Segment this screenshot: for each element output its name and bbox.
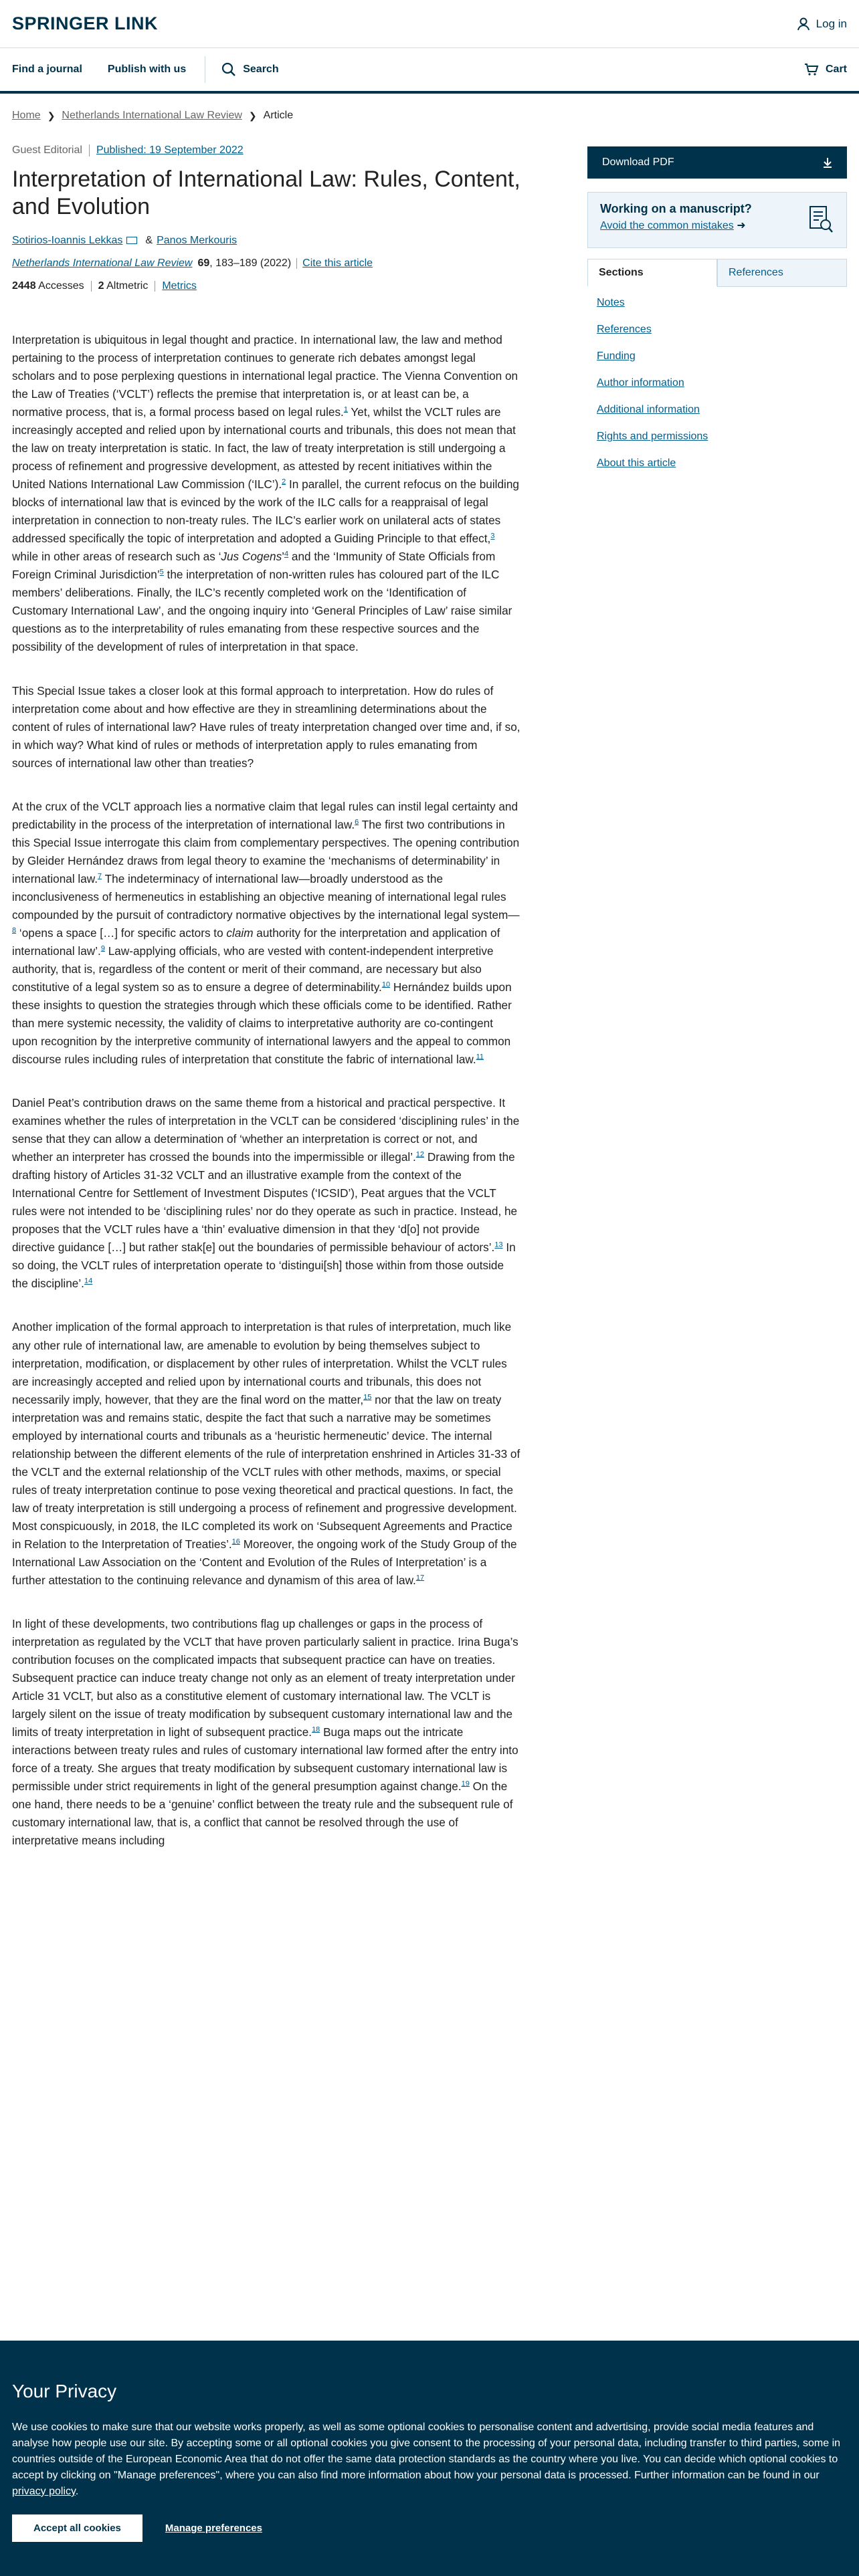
tab-sections[interactable]: Sections xyxy=(587,259,717,287)
footnote-link[interactable]: 19 xyxy=(461,1780,470,1788)
article-metrics xyxy=(12,280,520,292)
paragraph-3: At the crux of the VCLT approach lies a normative claim that legal rules can instil legal certainty and predictability in the process of the interpretation of international law.$^6$ The first two contributions in this Special Issue interrogate this claim from complementary perspectives. The opening contribution by Gleider Hernández draws from legal theory to examine the ‘mechanisms of determinability’ in international law.$^7$ The indeterminacy of international law—broadly understood as the inconclusiveness of hermeneutics in establishing an objective meaning of international legal rules compounded by the pursuit of contradictory normative objectives by the international legal system—$^8$ ‘opens a space […] for specific actors to claim authority for the interpretation and application of international law’.$^9$ Law-applying officials, who are vested with content-independent interpretive authority, that is, regardless of the content or merit of their command, are necessary but also constitutive of a legal system so as to ensure a degree of determinability.$^{10}$ Hernández builds upon these insights to question the strategies through which these officials come to be identified. Rather than mere systemic necessity, the validity of claims to interpretative authority are co-contingent upon recognition by the interpretive community of international lawyers and the appeal to common discourse rules including rules of interpretation that constitute the fabric of international law.$^{11}$ xyxy=(12,799,520,1067)
footnote-link[interactable]: 17 xyxy=(415,1574,425,1582)
section-link-notes[interactable]: Notes xyxy=(597,297,625,308)
email-icon[interactable] xyxy=(126,237,137,244)
article-sidebar xyxy=(587,146,847,484)
section-link-author-information[interactable]: Author information xyxy=(597,377,684,389)
altmetric-label: Altmetric xyxy=(106,280,149,292)
paragraph-6: In light of these developments, two contributions flag up challenges or gaps in the process of interpretation as regulated by the VCLT that have proven particularly salient in practice. Irina Buga’s contribution focuses on the complicated impacts that subsequent practice can have on treaties. Subsequent practice can induce treaty change not only as an element of treaty interpretation under Article 31 VCLT, but also as a constitutive element of customary international law. The VCLT is largely silent on the issue of treaty modification by subsequent customary international law and the limits of treaty interpretation in light of subsequent practice.$^{18}$ Buga maps out the intricate interactions between treaty rules and rules of customary international law formed after the entry into force of a treaty. She argues that treaty modification by subsequent customary international law is permissible under strict requirements in light of the general presumption against change.$^{19}$ On the one hand, there needs to be a ‘genuine’ conflict between the treaty rule and the subsequent rule of customary international law, that is, a conflict that cannot be resolved through the use of interpretative means including xyxy=(12,1616,518,1848)
breadcrumb-journal[interactable]: Netherlands International Law Review xyxy=(62,110,242,121)
footnote-link[interactable]: 12 xyxy=(415,1150,425,1159)
article-main xyxy=(12,144,520,1875)
manuscript-heading: Working on a manuscript? xyxy=(600,202,752,215)
footnote-link[interactable]: 2 xyxy=(282,477,286,486)
login-button[interactable] xyxy=(796,17,847,31)
journal-volume-pages xyxy=(197,257,291,270)
springer-link-logo[interactable]: SPRINGER LINK xyxy=(12,13,159,33)
section-link-about-article[interactable]: About this article xyxy=(597,457,676,469)
cart-button[interactable] xyxy=(804,63,847,76)
footnote-link[interactable]: 10 xyxy=(381,980,391,989)
manuscript-link-row xyxy=(600,219,834,232)
cart-label: Cart xyxy=(825,64,847,75)
footnote-link[interactable]: 9 xyxy=(100,944,105,953)
footnote-link[interactable]: 14 xyxy=(84,1277,93,1285)
cookie-buttons xyxy=(12,2514,847,2542)
cookie-heading: Your Privacy xyxy=(12,2381,117,2401)
altmetric-count xyxy=(98,280,149,292)
paragraph-2: This Special Issue takes a closer look at this formal approach to interpretation. How do rules of interpretation come about and how effective are they in streamlining determinations about the content of rules of international law? Have rules of treaty interpretation changed over time and, if so, in which way? What kind of rules or methods of interpretation apply to rules emanating from sources of international law other than treaties? xyxy=(12,683,520,770)
paragraph-5: Another implication of the formal approach to interpretation is that rules of interpretation, much like any other rule of international law, are amenable to evolution by being themselves subject to interpretation, modification, or displacement by other rules of interpretation. Whilst the VCLT rules are increasingly accepted and relied upon by international courts and tribunals, this does not necessarily imply, however, that they are the final word on the matter,$^{15}$ nor that the law on treaty interpretation was and remains static, despite the fact that such a narrative may be sometimes employed by international courts and tribunals as a ‘heuristic hermeneutic’ device. The internal relationship between the different elements of the rule of interpretation enshrined in Articles 31-33 of the VCLT and the external relationship of the VCLT rules with other methods, maxims, or special rules of treaty interpretation continue to pose vexing theoretical and practical questions. In fact, the law of treaty interpretation is still undergoing a process of refinement and progressive development. Most conspicuously, in 2018, the ILC completed its work on ‘Subsequent Agreements and Practice in Relation to the Interpretation of Treaties’.$^{16}$ Moreover, the ongoing work of the Study Group of the International Law Association on the ‘Content and Evolution of the Rules of Interpretation’ is a further attestation to the continuing relevance and dynamism of this area of law.$^{17}$ xyxy=(12,1320,520,1587)
paragraph-1: Interpretation is ubiquitous in legal thought and practice. In international law, the law and method pertaining to the process of interpretation continues to generate rich debates amongst legal scholars and to pose perplexing questions in international legal practice. The Vienna Convention on the Law of Treaties (‘VCLT’) reflects the premise that interpretation is, or at least can be, a normative process, that is, a formal process based on legal rules.$^1$ Yet, whilst the VCLT rules are increasingly accepted and relied upon by international courts and tribunals, this does not mean that the law on treaty interpretation is static. In fact, the law of treaty interpretation is still undergoing a process of refinement and progressive development, as attested by recent initiatives within the United Nations International Law Commission (‘ILC’).$^2$ In parallel, the current refocus on the building blocks of international law that is evinced by the work of the ILC calls for a reappraisal of legal interpretation in connection to non-treaty rules. The ILC’s earlier work on unilateral acts of states addressed specifically the topic of interpretation and adopted a Guiding Principle to that effect,$^3$ while in other areas of research such as ‘Jus Cogens’$^4$ and the ‘Immunity of State Officials from Foreign Criminal Jurisdiction’$^5$ the interpretation of non-written rules has coloured part of the ILC members’ deliberations. Finally, the ILC’s recently completed work on the ‘Identification of Customary International Law’, and the ongoing inquiry into ‘General Principles of Law’ raise similar questions as to the interpretability of rules emanating from these respective sources and the possibility of the development of rules of interpretation in that space. xyxy=(12,332,519,654)
published-date-link[interactable]: Published: 19 September 2022 xyxy=(96,144,244,156)
user-icon xyxy=(796,17,811,31)
document-search-icon xyxy=(807,205,834,234)
journal-link[interactable]: Netherlands International Law Review xyxy=(12,257,193,269)
download-pdf-button[interactable] xyxy=(587,146,847,179)
author-list xyxy=(12,235,520,247)
article-type: Guest Editorial xyxy=(12,144,82,156)
footnote-link[interactable]: 7 xyxy=(98,872,102,881)
cite-this-article-link[interactable]: Cite this article xyxy=(302,257,373,269)
cookie-consent-banner xyxy=(0,2341,859,2576)
tab-references[interactable]: References xyxy=(717,259,847,287)
pages: , 183–189 (2022) xyxy=(209,257,292,269)
cart-icon xyxy=(804,63,819,76)
footnote-link[interactable]: 15 xyxy=(363,1392,372,1401)
accesses-count xyxy=(12,280,84,292)
article-meta xyxy=(12,144,520,156)
article-body xyxy=(12,331,520,1850)
footnote-link[interactable]: 16 xyxy=(231,1537,240,1546)
footnote-link[interactable]: 13 xyxy=(494,1241,503,1249)
section-link-additional-information[interactable]: Additional information xyxy=(597,404,700,415)
sidebar-tabs xyxy=(587,259,847,287)
meta-divider xyxy=(296,258,297,269)
chevron-right-icon: ❯ xyxy=(248,110,257,121)
footnote-link[interactable]: 11 xyxy=(476,1053,484,1061)
footnote-link[interactable]: 3 xyxy=(490,532,495,540)
accept-all-cookies-button[interactable]: Accept all cookies xyxy=(12,2514,142,2542)
main-nav xyxy=(0,48,859,94)
meta-divider xyxy=(89,144,90,156)
meta-divider xyxy=(91,281,92,292)
cookie-text: We use cookies to make sure that our website works properly, as well as some optional cookies to personalise content and advertising, provide social media features and analyse how people use our site. By accepting some or all optional cookies you give consent to the processing of your personal data, including transfer to third parties, some in countries outside of the European Economic Area that do not offer the same data protection standards as the country where you live. You can decide which optional cookies to accept by clicking on "Manage preferences", where you can also find more information about how your personal data is processed. Further information can be found in our privacy policy. xyxy=(12,2422,841,2497)
author-link-merkouris[interactable]: Panos Merkouris xyxy=(157,234,237,246)
altmetric-number: 2 xyxy=(98,280,104,292)
chevron-right-icon: ❯ xyxy=(47,110,56,121)
search-label: Search xyxy=(243,64,279,75)
paragraph-4: Daniel Peat’s contribution draws on the same theme from a historical and practical perspective. It examines whether the rules of interpretation in the VCLT can be considered ‘disciplining rules’ in the sense that they can allow a determination of ‘whether an interpretation is correct or not, and whether an interpreter has crossed the bounds into the impermissible or illegal’.$^{12}$ Drawing from the drafting history of Articles 31-32 VCLT and an illustrative example from the context of the International Centre for Settlement of Investment Disputes (‘ICSID’), Peat argues that the VCLT rules were not intended to be ‘disciplining rules’ nor do they operate as such in practice. Instead, he proposes that the VCLT rules have a ‘thin’ evaluative dimension in that they ‘d[o] not provide directive guidance […] but rather stak[e] out the boundaries of permissible behaviour of actors’.$^{13}$ In so doing, the VCLT rules of interpretation operate to ‘distingui[sh] those within from those outside the discipline’.$^{14}$ xyxy=(12,1096,520,1291)
footnote-link[interactable]: 6 xyxy=(355,817,359,826)
nav-find-journal[interactable]: Find a journal xyxy=(12,64,82,75)
footnote-link[interactable]: 4 xyxy=(284,550,289,558)
section-link-references[interactable]: References xyxy=(597,324,652,335)
search-icon xyxy=(221,62,236,77)
download-pdf-label: Download PDF xyxy=(602,156,674,168)
article-title: Interpretation of International Law: Rules, Content, and Evolution xyxy=(12,167,520,220)
nav-publish-with-us[interactable]: Publish with us xyxy=(107,64,187,75)
accesses-number: 2448 xyxy=(12,280,36,292)
search-button[interactable] xyxy=(221,62,278,77)
privacy-policy-link[interactable]: privacy policy xyxy=(12,2486,76,2497)
section-link-rights-permissions[interactable]: Rights and permissions xyxy=(597,431,708,442)
arrow-right-icon: ➜ xyxy=(737,220,746,231)
avoid-mistakes-link[interactable]: Avoid the common mistakes xyxy=(600,220,734,231)
section-link-funding[interactable]: Funding xyxy=(597,350,636,362)
author-link-lekkas[interactable]: Sotirios-Ioannis Lekkas xyxy=(12,234,123,246)
volume: 69 xyxy=(197,257,210,269)
accesses-label: Accesses xyxy=(38,280,84,292)
sections-list xyxy=(587,296,847,470)
author-separator: & xyxy=(145,234,153,246)
download-icon xyxy=(823,157,832,168)
login-label: Log in xyxy=(816,17,847,30)
manage-preferences-button[interactable]: Manage preferences xyxy=(165,2523,262,2534)
footnote-link[interactable]: 18 xyxy=(312,1725,320,1734)
citation-line xyxy=(12,257,520,270)
top-header xyxy=(0,0,859,48)
metrics-link[interactable]: Metrics xyxy=(162,280,197,292)
breadcrumb xyxy=(0,110,859,122)
footnote-link[interactable]: 5 xyxy=(159,568,164,576)
breadcrumb-current: Article xyxy=(263,110,294,121)
footnote-link[interactable]: 1 xyxy=(343,405,348,414)
manuscript-promo xyxy=(587,192,847,248)
breadcrumb-home[interactable]: Home xyxy=(12,110,41,121)
footnote-link[interactable]: 8 xyxy=(12,926,17,935)
